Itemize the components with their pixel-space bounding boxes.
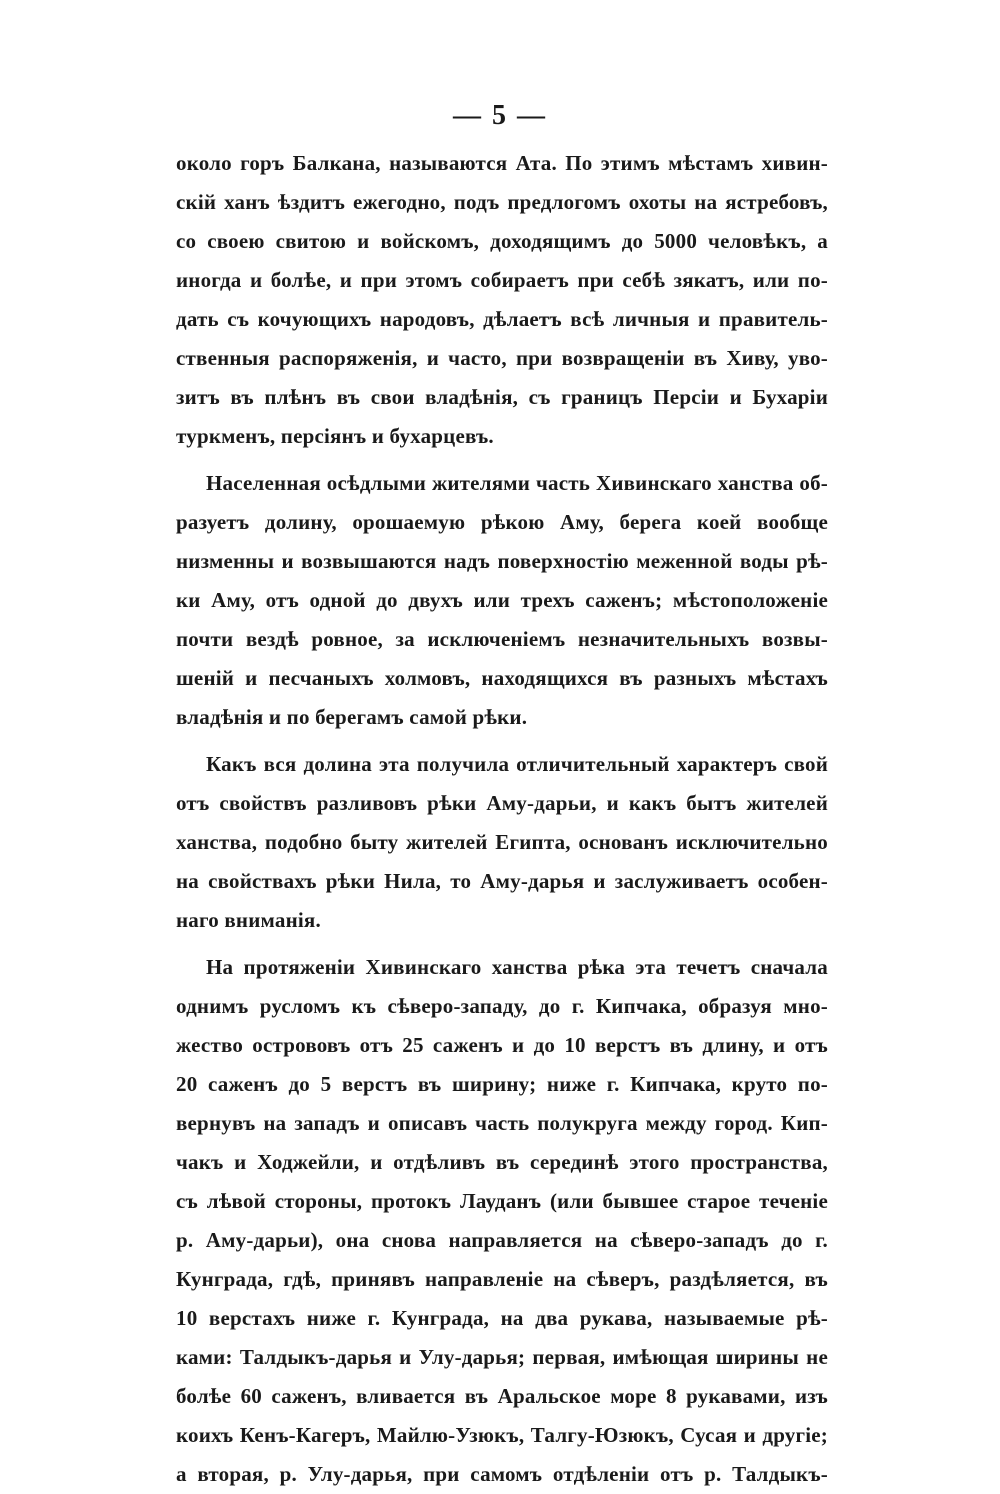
text-line: 20 саженъ до 5 верстъ въ ширину; ниже г. Кипчака, круто по- bbox=[176, 1072, 828, 1096]
text-line: отъ свойствъ разливовъ рѣки Аму-дарьи, и какъ бытъ жителей bbox=[176, 791, 828, 815]
text-line: На протяженіи Хивинскаго ханства рѣка эта течетъ сначала bbox=[206, 955, 828, 979]
text-line: коихъ Кенъ-Кагеръ, Майлю-Узюкъ, Талгу-Юзюкъ, Сусая и другіе; bbox=[176, 1423, 828, 1447]
paragraph-1 bbox=[176, 144, 828, 456]
paragraph-3 bbox=[176, 745, 828, 940]
text-line: на свойствахъ рѣки Нила, то Аму-дарья и заслуживаетъ особен- bbox=[176, 869, 828, 893]
text-line: ки Аму, отъ одной до двухъ или трехъ саженъ; мѣстоположеніе bbox=[176, 588, 828, 612]
text-line: а вторая, р. Улу-дарья, при самомъ отдѣленіи отъ р. Талдыкъ- bbox=[176, 1462, 828, 1486]
body-text bbox=[176, 144, 828, 1494]
paragraph-gap bbox=[176, 737, 828, 745]
text-line: разуетъ долину, орошаемую рѣкою Аму, берега коей вообще bbox=[176, 510, 828, 534]
text-line: Какъ вся долина эта получила отличительный характеръ свой bbox=[206, 752, 828, 776]
text-line: вернувъ на западъ и описавъ часть полукруга между город. Кип- bbox=[176, 1111, 828, 1135]
text-line: ками: Талдыкъ-дарья и Улу-дарья; первая, имѣющая ширины не bbox=[176, 1345, 828, 1369]
text-line: зитъ въ плѣнъ въ свои владѣнія, съ границъ Персіи и Бухаріи bbox=[176, 385, 828, 409]
text-line: скій ханъ ѣздитъ ежегодно, подъ предлогомъ охоты на ястребовъ, bbox=[176, 190, 828, 214]
text-line: около горъ Балкана, называются Ата. По этимъ мѣстамъ хивин- bbox=[176, 151, 828, 175]
paragraph-4 bbox=[176, 948, 828, 1494]
text-line: Населенная осѣдлыми жителями часть Хивинскаго ханства об- bbox=[206, 471, 828, 495]
text-line: иногда и болѣе, и при этомъ собираетъ при себѣ зякатъ, или по- bbox=[176, 268, 828, 292]
paragraph-gap bbox=[176, 940, 828, 948]
text-line: 10 верстахъ ниже г. Кунграда, на два рукава, называемые рѣ- bbox=[176, 1306, 828, 1330]
text-line: жество острововъ отъ 25 саженъ и до 10 верстъ въ длину, и отъ bbox=[176, 1033, 828, 1057]
text-line: владѣнія и по берегамъ самой рѣки. bbox=[176, 705, 528, 729]
text-line: шеній и песчаныхъ холмовъ, находящихся въ разныхъ мѣстахъ bbox=[176, 666, 828, 690]
text-line: туркменъ, персіянъ и бухарцевъ. bbox=[176, 424, 494, 448]
text-line: однимъ русломъ къ сѣверо-западу, до г. Кипчака, образуя мно- bbox=[176, 994, 828, 1018]
text-line: дать съ кочующихъ народовъ, дѣлаетъ всѣ личныя и правитель- bbox=[176, 307, 828, 331]
text-line: Кунграда, гдѣ, принявъ направленіе на сѣверъ, раздѣляется, въ bbox=[176, 1267, 828, 1291]
page-number: — 5 — bbox=[453, 100, 547, 131]
text-line: низменны и возвышаются надъ поверхностію меженной воды рѣ- bbox=[176, 549, 828, 573]
text-line: ханства, подобно быту жителей Египта, основанъ исключительно bbox=[176, 830, 828, 854]
text-line: р. Аму-дарьи), она снова направляется на сѣверо-западъ до г. bbox=[176, 1228, 828, 1252]
text-line: со своею свитою и войскомъ, доходящимъ до 5000 человѣкъ, а bbox=[176, 229, 828, 253]
text-line: почти вездѣ ровное, за исключеніемъ незначительныхъ возвы- bbox=[176, 627, 828, 651]
text-line: чакъ и Ходжейли, и отдѣливъ въ серединѣ этого пространства, bbox=[176, 1150, 828, 1174]
paragraph-gap bbox=[176, 456, 828, 464]
text-line: съ лѣвой стороны, протокъ Лауданъ (или бывшее старое теченіе bbox=[176, 1189, 828, 1213]
text-line: наго вниманія. bbox=[176, 908, 321, 932]
text-line: болѣе 60 саженъ, вливается въ Аральское море 8 рукавами, изъ bbox=[176, 1384, 828, 1408]
paragraph-2 bbox=[176, 464, 828, 737]
text-line: ственныя распоряженія, и часто, при возвращеніи въ Хиву, уво- bbox=[176, 346, 828, 370]
